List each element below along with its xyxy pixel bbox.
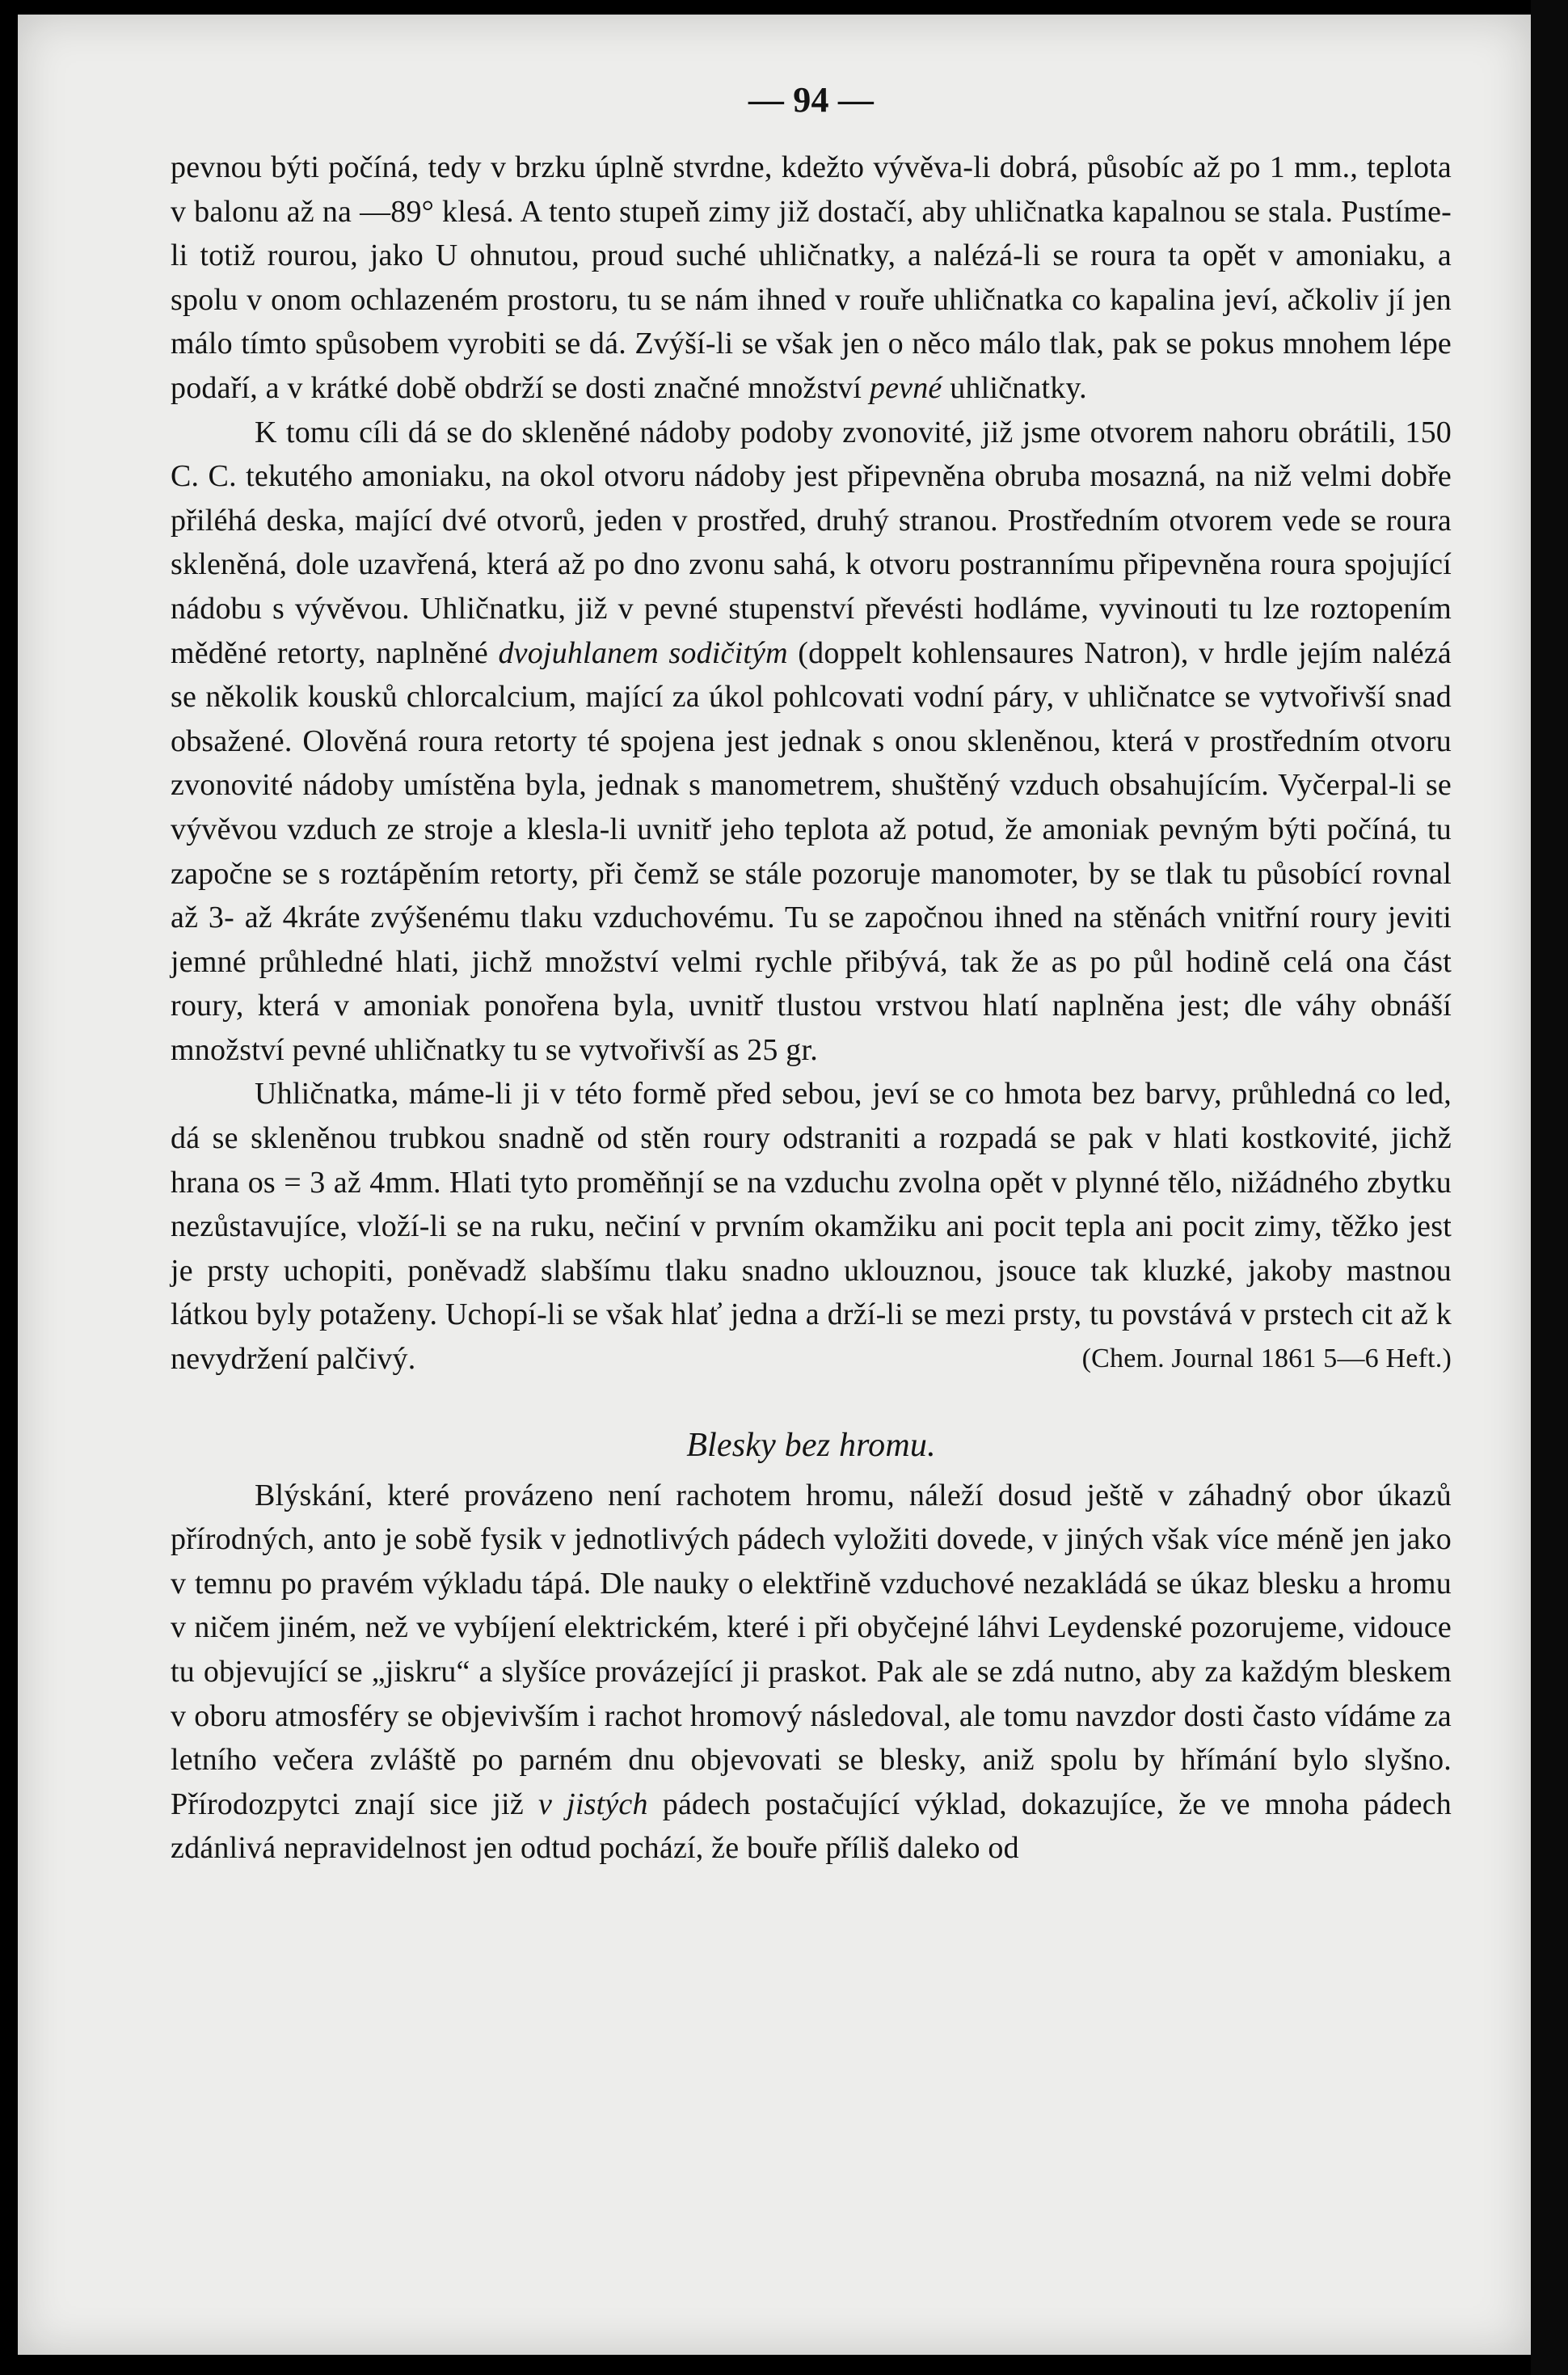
paragraph-1 [171, 146, 1452, 411]
citation: (Chem. Journal 1861 5—6 Heft.) [1081, 1344, 1452, 1374]
paragraph-2-italic: dvojuhlanem sodičitým [498, 635, 788, 670]
paragraph-4-text-a: Blýskání, které provázeno není rachotem hromu, náleží dosud ještě v záhadný obor úkazů přírodných, anto je sobě fysik v jednotlivých pádech vyložiti dovede, v jiných však více méně jen jako v temnu po pravém výkladu tápá. Dle nauky o elektřině vzduchové nezakládá se úkaz blesku a hromu v ničem jiném, než ve vybíjení elektrickém, které i při obyčejné láhvi Leydenské pozorujeme, vidouce tu objevující se „jiskru“ a slyšíce provázející ji praskot. Pak ale se zdá nutno, aby za každým bleskem v oboru atmosféry se objevivším i rachot hromový následoval, ale tomu navzdor dosti často vídáme za letního večera zvláště po parném dnu objevovati se blesky, aniž spolu by hřímání bylo slyšno. Přírodozpytci znají sice již [171, 1478, 1452, 1821]
paragraph-3-text: Uhličnatka, máme-li ji v této formě před sebou, jeví se co hmota bez barvy, průhledná co led, dá se skleněnou trubkou snadně od stěn roury odstraniti a rozpadá se pak v hlati kostkovité, jichž hrana os = 3 až 4mm. Hlati tyto proměňnjí se na vzduchu zvolna opět v plynné tělo, nižádného zbytku nezůstavujíce, vloží-li se na ruku, nečiní v prvním okamžiku ani pocit tepla ani pocit zimy, těžko jest je prsty uchopiti, poněvadž slabšímu tlaku snadno uklouznou, jsouce tak kluzké, jakoby mastnou látkou byly potaženy. Uchopí-li se však hlať jedna a drží-li se mezi prsty, tu povstává v prstech cit až k nevydržení palčivý. [171, 1077, 1452, 1377]
scan-edge [1531, 0, 1568, 2375]
paragraph-4-text-b: pádech postačující výklad, dokazujíce, že ve mnoha pádech zdánlivá nepravidelnost jen odtud pochází, že bouře příliš daleko od [171, 1787, 1452, 1866]
section-heading: Blesky bez hromu. [686, 1426, 936, 1464]
paragraph-3 [171, 1072, 1452, 1381]
paragraph-2-text-b: (doppelt kohlensaures Natron), v hrdle jejím nalézá se několik kousků chlorcalcium, mající za úkol pohlcovati vodní páry, v uhličnatce se vytvořivší snad obsažené. Olověná roura retorty té spojena jest jednak s onou skleněnou, která v prostředním otvoru zvonovité nádoby umístěna byla, jednak s manometrem, shuštěný vzduch obsahujícím. Vyčerpal-li se vývěvou vzduch ze stroje a klesla-li uvnitř jeho teplota až potud, že amoniak pevným býti počíná, tu započne se s roztápěním retorty, při čemž se stále pozoruje manomoter, by se tlak tu působící rovnal až 3- až 4kráte zvýšenému tlaku vzduchovému. Tu se započnou ihned na stěnách vnitřní roury jeviti jemné průhledné hlati, jichž množství velmi rychle přibývá, tak že as po půl hodině celá ona část roury, která v amoniak ponořena byla, uvnitř tlustou vrstvou hlatí naplněna jest; dle váhy obnáší množství pevné uhličnatky tu se vytvořivší as 25 gr. [171, 635, 1452, 1067]
paragraph-4 [171, 1474, 1452, 1871]
paragraph-1-italic: pevné [869, 370, 942, 405]
paragraph-2-text-a: K tomu cíli dá se do skleněné nádoby podoby zvonovité, již jsme otvorem nahoru obrátili, 150 C. C. tekutého amoniaku, na okol otvoru nádoby jest připevněna obruba mosazná, na niž velmi dobře přiléhá deska, mající dvé otvorů, jeden v prostřed, druhý stranou. Prostředním otvorem vede se roura skleněná, dole uzavřená, která až po dno zvonu sahá, k otvoru postrannímu připevněna roura spojující nádobu s vývěvou. Uhličnatku, již v pevné stupenství převésti hodláme, vyvinouti tu lze roztopením měděné retorty, naplněné [171, 415, 1452, 670]
paragraph-1-text: pevnou býti počíná, tedy v brzku úplně stvrdne, kdežto vývěva-li dobrá, působíc až po 1 mm., teplota v balonu až na —89° klesá. A tento stupeň zimy již dostačí, aby uhličnatka kapalnou se stala. Pustíme-li totiž rourou, jako U ohnutou, proud suché uhličnatky, a nalézá-li se roura ta opět v amoniaku, a spolu v onom ochlazeném prostoru, tu se nám ihned v rouře uhličnatka co kapalina jeví, ačkoliv jí jen málo tímto spůsobem vyrobiti se dá. Zvýší-li se však jen o něco málo tlak, pak se pokus mnohem lépe podaří, a v krátké době obdrží se dosti značné množství [171, 150, 1452, 405]
page-number: — 94 — [748, 80, 875, 120]
paragraph-1-end: uhličnatky. [942, 370, 1087, 405]
paragraph-2 [171, 411, 1452, 1073]
page-content [171, 79, 1452, 1871]
paragraph-4-italic: v jistých [537, 1787, 648, 1821]
